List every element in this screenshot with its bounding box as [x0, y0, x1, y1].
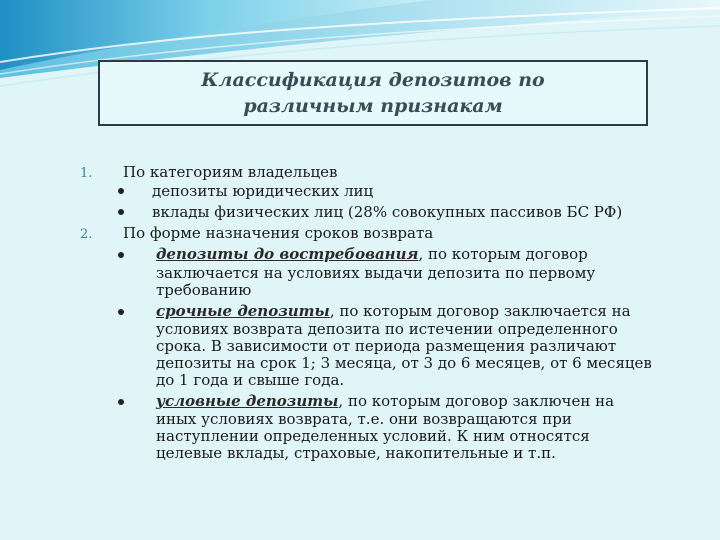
term-term-deposits: срочные депозиты: [156, 302, 330, 320]
list-item-2-bullet-3-first-line: [156, 392, 614, 410]
list-number-1: 1.: [80, 166, 93, 181]
list-item-1-text: По категориям владельцев: [123, 163, 338, 181]
term-conditional-deposits-rest: , по которым договор заключен на: [338, 392, 615, 410]
list-item-2-bullet-1-line: заключается на условиях выдачи депозита по первому: [156, 264, 596, 282]
title-line-2: различным признакам: [243, 95, 503, 117]
list-item-1-bullet-2: вклады физических лиц (28% совокупных пассивов БС РФ): [152, 203, 623, 221]
list-item-2-bullet-3-line: наступлении определенных условий. К ним относятся: [156, 427, 590, 445]
list-item-2-bullet-2-line: условиях возврата депозита по истечении определенного: [156, 320, 618, 338]
list-item-2-bullet-1-line: требованию: [156, 281, 252, 299]
term-term-deposits-rest: , по которым договор заключается на: [329, 302, 631, 320]
term-demand-deposits: депозиты до востребования: [156, 245, 419, 263]
term-conditional-deposits: условные депозиты: [156, 392, 339, 410]
bullet-icon: [118, 399, 124, 405]
list-item-2-bullet-2-first-line: [156, 302, 631, 320]
list-item-2-text: По форме назначения сроков возврата: [123, 224, 434, 242]
list-item-2-bullet-1-first-line: [156, 245, 588, 263]
bullet-icon: [118, 188, 124, 194]
list-item-2-bullet-2-line: депозиты на срок 1; 3 месяца, от 3 до 6 месяцев, от 6 месяцев: [156, 354, 652, 372]
bullet-icon: [118, 309, 124, 315]
list-item-2-bullet-2-line: срока. В зависимости от периода размещения различают: [156, 337, 617, 355]
title-line-1: Классификация депозитов по: [201, 69, 545, 91]
bullet-icon: [118, 209, 124, 215]
list-item-2-bullet-3-line: целевые вклады, страховые, накопительные и т.п.: [156, 444, 556, 462]
list-item-1-bullet-1: депозиты юридических лиц: [152, 182, 374, 200]
list-item-2-bullet-3-line: иных условиях возврата, т.е. они возвращаются при: [156, 410, 572, 428]
term-demand-deposits-rest: , по которым договор: [418, 245, 588, 263]
list-number-2: 2.: [80, 227, 93, 242]
list-item-2-bullet-2-line: до 1 года и свыше года.: [156, 371, 345, 389]
bullet-icon: [118, 252, 124, 258]
